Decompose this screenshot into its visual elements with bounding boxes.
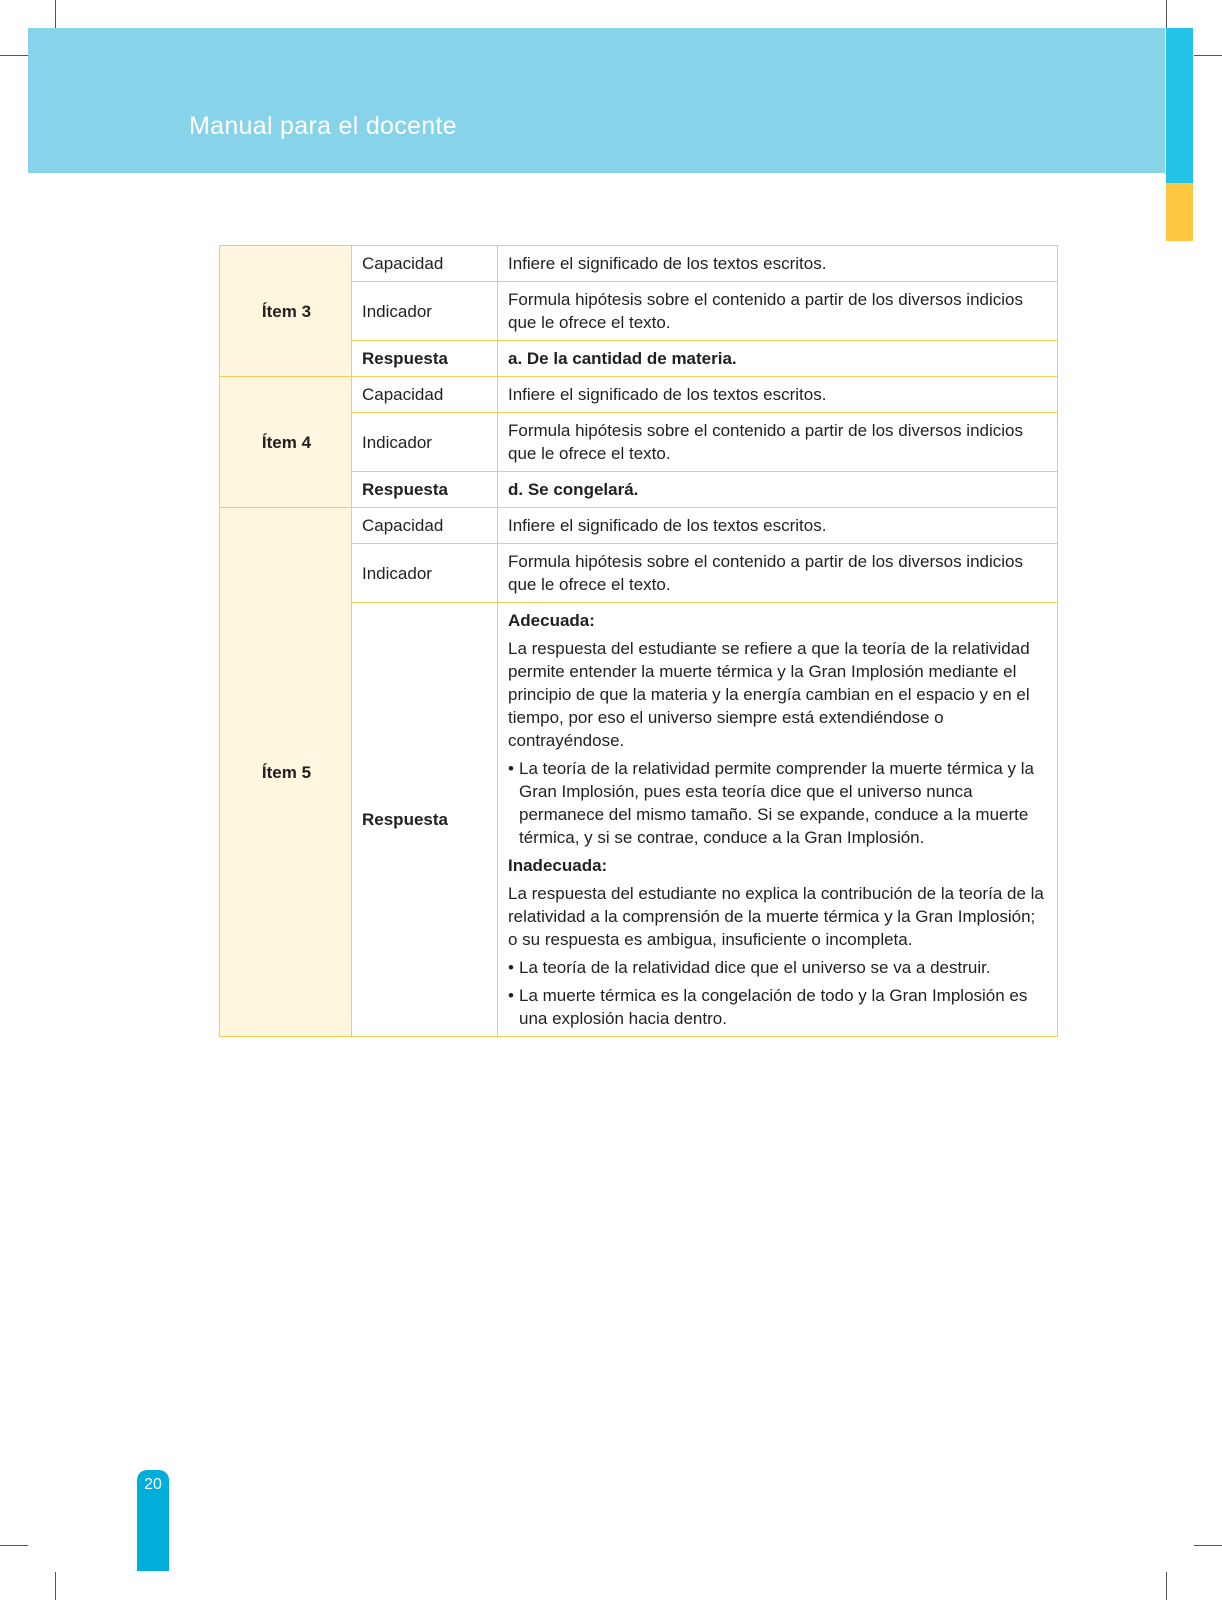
inadequate-description: La respuesta del estudiante no explica la contribución de la teoría de la relatividad a la comprensión de la muerte térmica y la Gran Implosión; o su respuesta es ambigua, insuficiente o incompleta. xyxy=(508,884,1044,949)
row-label: Indicador xyxy=(352,413,498,472)
rubric-table xyxy=(219,245,1058,1037)
crop-mark xyxy=(1194,55,1222,56)
row-text: Formula hipótesis sobre el contenido a partir de los diversos indicios que le ofrece el texto. xyxy=(498,282,1058,341)
crop-mark xyxy=(0,1545,28,1546)
adequate-example: La teoría de la relatividad permite comprender la muerte térmica y la Gran Implosión, pues esta teoría dice que el universo nunca permanece del mismo tamaño. Si se expande, conduce a la muerte térmica, y si se contrae, conduce a la Gran Implosión. xyxy=(519,759,1034,847)
table-row xyxy=(220,246,1058,282)
row-text: Infiere el significado de los textos escritos. xyxy=(498,508,1058,544)
row-label: Capacidad xyxy=(352,246,498,282)
adequate-heading: Adecuada: xyxy=(508,611,595,630)
list-item xyxy=(508,757,1049,849)
crop-mark xyxy=(1166,1572,1167,1600)
row-text: Formula hipótesis sobre el contenido a partir de los diversos indicios que le ofrece el texto. xyxy=(498,544,1058,603)
page-number-tab xyxy=(137,1470,169,1571)
row-text: Infiere el significado de los textos escritos. xyxy=(498,246,1058,282)
answer-text: a. De la cantidad de materia. xyxy=(498,341,1058,377)
section-tab-blue xyxy=(1166,28,1193,183)
row-label: Respuesta xyxy=(352,341,498,377)
answer-criteria xyxy=(498,603,1058,1037)
adequate-description: La respuesta del estudiante se refiere a que la teoría de la relatividad permite entender la muerte térmica y la Gran Implosión mediante el principio de que la materia y la energía cambian en el espacio y en el tiempo, por eso el universo siempre está extendiéndose o contrayéndose. xyxy=(508,639,1030,750)
section-tab-yellow xyxy=(1166,183,1193,241)
row-text: Infiere el significado de los textos escritos. xyxy=(498,377,1058,413)
row-label: Capacidad xyxy=(352,508,498,544)
list-item xyxy=(508,956,1049,979)
answer-text: d. Se congelará. xyxy=(498,472,1058,508)
crop-mark xyxy=(55,1572,56,1600)
inadequate-example: La teoría de la relatividad dice que el universo se va a destruir. xyxy=(519,958,991,977)
row-text: Formula hipótesis sobre el contenido a partir de los diversos indicios que le ofrece el texto. xyxy=(498,413,1058,472)
table-row xyxy=(220,377,1058,413)
row-label: Respuesta xyxy=(352,472,498,508)
row-label: Respuesta xyxy=(352,603,498,1037)
crop-mark xyxy=(0,55,28,56)
table-row xyxy=(220,508,1058,544)
bullet-icon: • xyxy=(508,986,514,1005)
bullet-icon: • xyxy=(508,759,514,778)
bullet-icon: • xyxy=(508,958,514,977)
row-label: Indicador xyxy=(352,282,498,341)
inadequate-heading: Inadecuada: xyxy=(508,856,608,875)
crop-mark xyxy=(1194,1545,1222,1546)
item-label: Ítem 4 xyxy=(220,377,352,508)
crop-mark xyxy=(55,0,56,28)
page-number: 20 xyxy=(144,1476,162,1493)
list-item xyxy=(508,984,1049,1030)
row-label: Indicador xyxy=(352,544,498,603)
row-label: Capacidad xyxy=(352,377,498,413)
page-header-title: Manual para el docente xyxy=(189,112,457,140)
item-label: Ítem 5 xyxy=(220,508,352,1037)
item-label: Ítem 3 xyxy=(220,246,352,377)
crop-mark xyxy=(1166,0,1167,28)
header-band xyxy=(28,28,1165,173)
inadequate-example: La muerte térmica es la congelación de todo y la Gran Implosión es una explosión hacia dentro. xyxy=(519,986,1028,1028)
